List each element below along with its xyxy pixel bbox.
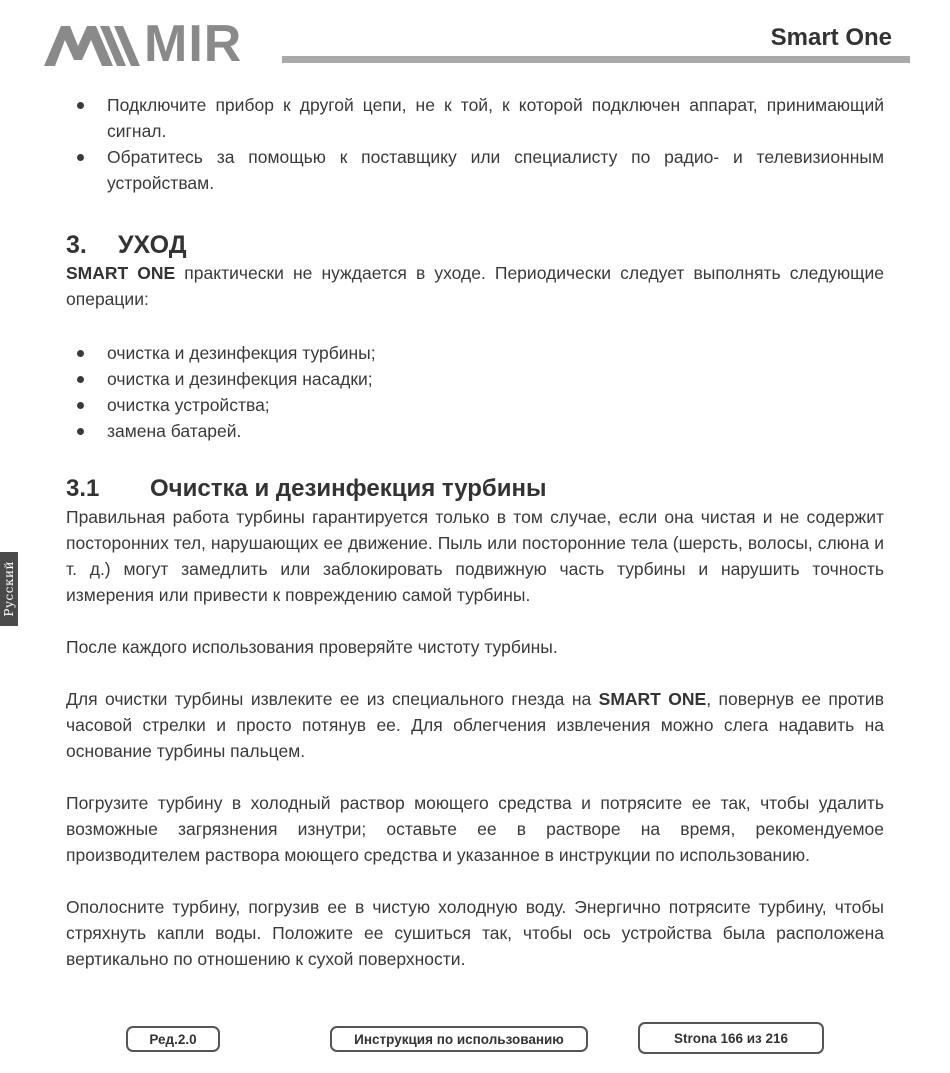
section-3-heading	[66, 230, 884, 260]
maintenance-list	[66, 340, 884, 444]
paragraph: Правильная работа турбины гарантируется только в том случае, если она чистая и не содержит посторонних тел, нарушающих ее движение. Пыль или посторонние тела (шерсть, волосы, слюна и т. д.) могут замедлить или заблокировать подвижную часть турбины и нарушить точность измерения или привести к повреждению самой турбины.	[66, 507, 884, 605]
paragraph: После каждого использования проверяйте чистоту турбины.	[66, 637, 558, 657]
logo-text: MIR	[144, 15, 243, 73]
paragraph-text: Для очистки турбины извлеките ее из специального гнезда на	[66, 689, 599, 709]
section-title: Очистка и дезинфекция турбины	[150, 475, 547, 502]
document-type-box: Инструкция по использованию	[330, 1026, 588, 1052]
paragraph-text: , повернув ее против часовой стрелки и просто потянув ее. Для облегчения извлечения можно слега надавить на основание турбины пальцем.	[66, 689, 885, 761]
revision-box: Ред.2.0	[126, 1026, 220, 1052]
page-number-box: Strona 166 из 216	[638, 1022, 824, 1054]
mir-logo-mark-icon	[44, 20, 140, 68]
list-item: Подключите прибор к другой цепи, не к той, к которой подключен аппарат, принимающий сигнал.	[66, 92, 884, 144]
intro-text: практически не нуждается в уходе. Периодически следует выполнять следующие операции:	[66, 263, 884, 309]
list-item: Обратитесь за помощью к поставщику или специалисту по радио- и телевизионным устройствам.	[66, 144, 884, 196]
company-logo	[44, 15, 243, 73]
product-title: Smart One	[770, 24, 892, 51]
paragraph: Погрузите турбину в холодный раствор моющего средства и потрясите ее так, чтобы удалить возможные загрязнения изнутри; оставьте ее в растворе на время, рекомендуемое производителем раствора моющего средства и указанное в инструкции по использованию.	[66, 793, 884, 865]
product-name-bold: SMART ONE	[66, 263, 176, 283]
page-content	[66, 92, 884, 972]
section-number: 3.	[66, 231, 87, 259]
language-side-tab	[0, 552, 18, 626]
header-rule	[282, 56, 910, 63]
list-item: замена батарей.	[66, 418, 884, 444]
paragraph: Ополосните турбину, погрузив ее в чистую холодную воду. Энергично потрясите турбину, чтобы стряхнуть капли воды. Положите ее сушиться так, чтобы ось устройства была расположена вертикально по отношению к сухой поверхности.	[66, 897, 884, 969]
intro-bullet-list	[66, 92, 884, 196]
section-title: УХОД	[118, 231, 187, 259]
list-item: очистка и дезинфекция турбины;	[66, 340, 884, 366]
paragraph	[66, 686, 884, 764]
product-name-bold: SMART ONE	[598, 689, 707, 709]
section-3-1-heading	[66, 474, 884, 504]
list-item: очистка устройства;	[66, 392, 884, 418]
section-number: 3.1	[66, 475, 100, 502]
list-item: очистка и дезинфекция насадки;	[66, 366, 884, 392]
language-label: Русский	[2, 561, 16, 617]
section-3-intro	[66, 260, 884, 312]
